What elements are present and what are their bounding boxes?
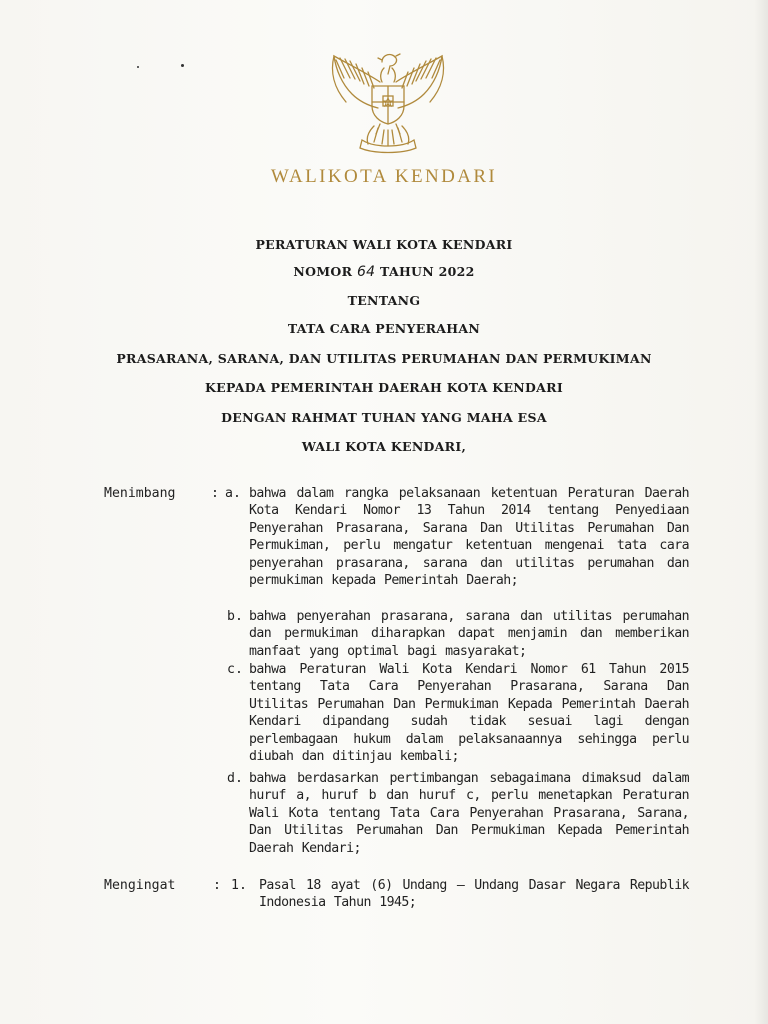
regulation-number — [0, 264, 768, 280]
regulation-title: PERATURAN WALI KOTA KENDARI — [255, 237, 513, 252]
about-heading: TENTANG — [347, 293, 421, 308]
menimbang-marker-d: d. — [227, 771, 243, 786]
mengingat-marker-1: 1. — [231, 878, 247, 893]
garuda-pancasila-emblem-icon — [322, 44, 454, 156]
menimbang-marker-a: a. — [225, 486, 241, 501]
menimbang-item-b: bahwa penyerahan prasarana, sarana dan utilitas perumahan dan permukiman diharapkan dapat menjamin dan memberikan manfaat yang optimal bagi masyarakat; — [249, 609, 689, 659]
mengingat-item-1: Pasal 18 ayat (6) Undang – Undang Dasar Negara Republik Indonesia Tahun 1945; — [259, 878, 689, 911]
number-prefix: NOMOR — [293, 264, 353, 279]
menimbang-marker-b: b. — [227, 609, 243, 624]
handwritten-number: 64 — [356, 264, 376, 280]
subject-line-3: KEPADA PEMERINTAH DAERAH KOTA KENDARI — [205, 380, 563, 395]
mengingat-colon: : — [213, 878, 221, 893]
menimbang-item-a: bahwa dalam rangka pelaksanaan ketentuan Peraturan Daerah Kota Kendari Nomor 13 Tahun 2014 tentang Penyediaan Penyerahan Prasarana, Sarana Dan Utilitas Perumahan Dan Permukiman, perlu mengatur ketentuan mengenai tata cara penyerahan prasarana, sarana dan utilitas perumahan dan permukiman kepada Pemerintah Daerah; — [249, 486, 689, 589]
menimbang-item-c: bahwa Peraturan Wali Kota Kendari Nomor 61 Tahun 2015 tentang Tata Cara Penyerahan Prasarana, Sarana Dan Utilitas Perumahan Dan Permukiman Kepada Pemerintah Daerah Kendari dipandang sudah tidak sesuai lagi dengan perlembagaan hukum dalam pelaksanaannya sehingga perlu diubah dan ditinjau kembali; — [249, 662, 689, 765]
scan-speck — [137, 66, 139, 68]
menimbang-label: Menimbang — [104, 486, 176, 501]
blessing-line: DENGAN RAHMAT TUHAN YANG MAHA ESA — [221, 410, 547, 425]
scan-speck — [181, 64, 184, 67]
mengingat-label: Mengingat — [104, 878, 176, 893]
city-title: WALIKOTA KENDARI — [270, 166, 498, 187]
authority-line: WALI KOTA KENDARI, — [301, 439, 467, 454]
menimbang-colon: : — [211, 486, 219, 501]
number-suffix: TAHUN 2022 — [380, 264, 475, 279]
subject-line-2: PRASARANA, SARANA, DAN UTILITAS PERUMAHAN DAN PERMUKIMAN — [116, 351, 652, 366]
menimbang-item-d: bahwa berdasarkan pertimbangan sebagaimana dimaksud dalam huruf a, huruf b dan huruf c, perlu menetapkan Peraturan Wali Kota tentang Tata Cara Penyerahan Prasarana, Sarana, Dan Utilitas Perumahan Dan Permukiman Kepada Pemerintah Daerah Kendari; — [249, 771, 689, 856]
subject-line-1: TATA CARA PENYERAHAN — [287, 321, 481, 336]
page-edge-shadow — [754, 0, 768, 1024]
menimbang-marker-c: c. — [227, 662, 243, 677]
